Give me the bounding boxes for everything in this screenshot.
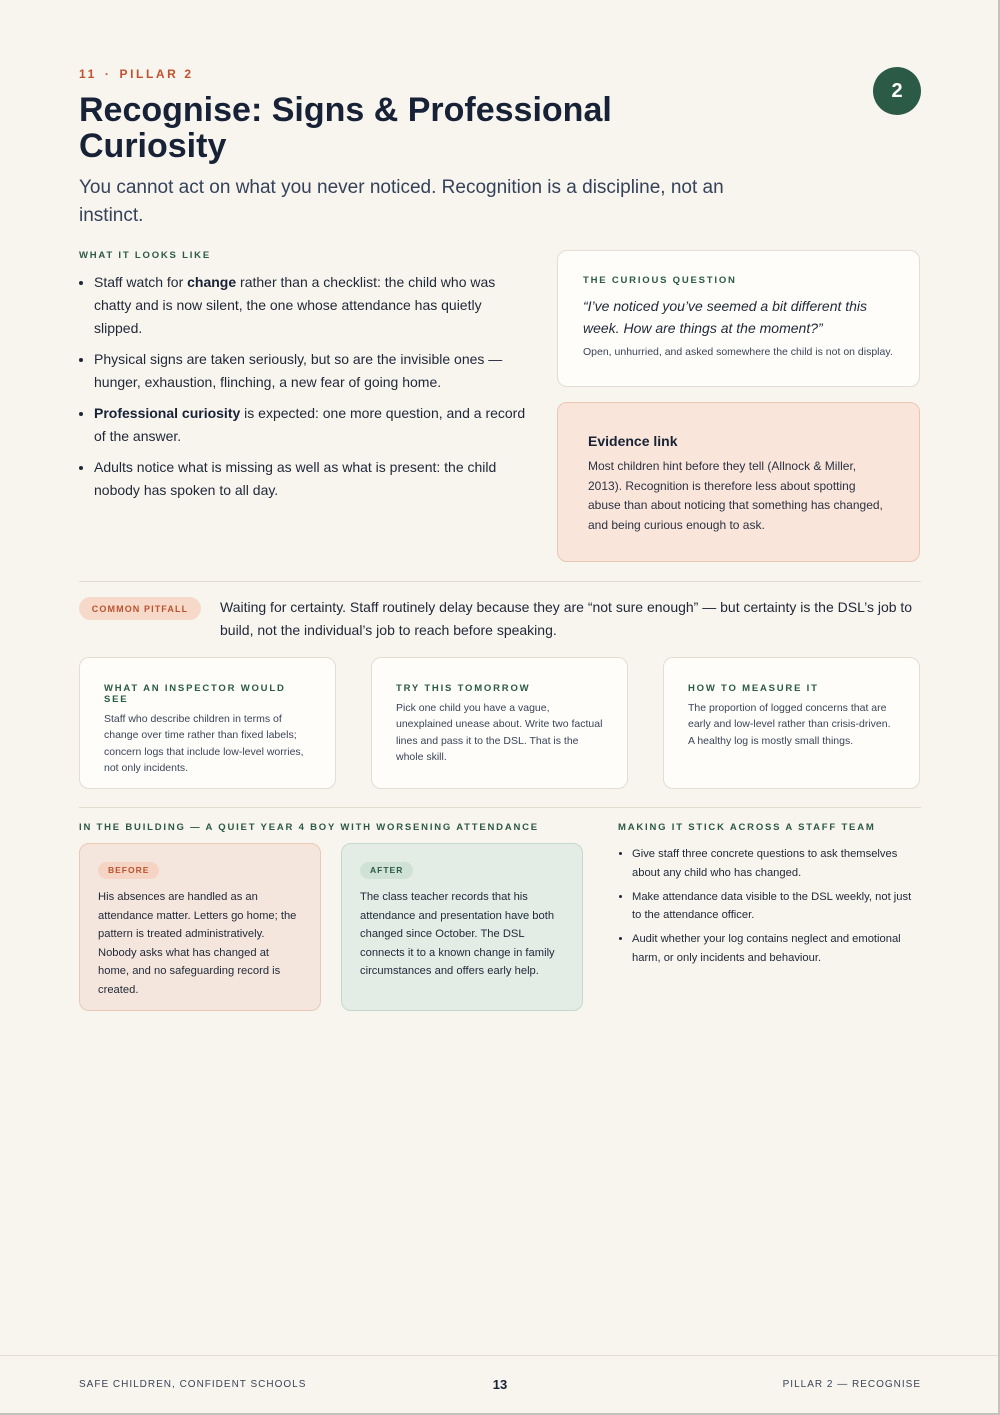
page-title: Recognise: Signs & Professional Curiosity — [79, 91, 612, 165]
divider — [79, 807, 921, 808]
page-eyebrow — [79, 67, 194, 81]
list-item: • Physical signs are taken seriously, but so are the invisible ones — hunger, exhaustion, flinching, a new fear of going home. — [94, 348, 529, 394]
card-body: Staff who describe children in terms of change over time rather than fixed labels; concern logs that include low-level worries, not only incidents. — [104, 713, 304, 774]
curious-note: Open, unhurried, and asked somewhere the child is not on display. — [583, 346, 893, 358]
footer-title: SAFE CHILDREN, CONFIDENT SCHOOLS — [79, 1379, 307, 1390]
making-it-stick-section — [618, 822, 921, 973]
list-item: • Give staff three concrete questions to ask themselves about any child who has changed. — [632, 845, 921, 883]
section-label: MAKING IT STICK ACROSS A STAFF TEAM — [618, 822, 876, 833]
inspector-card — [79, 657, 336, 789]
after-body: The class teacher records that his attendance and presentation have both changed since October. The DSL connects it to a known change in family circumstances and offers early help. — [360, 891, 555, 978]
card-label: THE CURIOUS QUESTION — [583, 275, 737, 286]
pitfall-text: Waiting for certainty. Staff routinely delay because they are “not sure enough” — but certainty is the DSL’s job to build, not the individual’s job to reach before speaking. — [220, 599, 913, 638]
lead-paragraph: You cannot act on what you never noticed. Recognition is a discipline, not an instinct. — [79, 177, 724, 226]
after-box — [341, 843, 583, 1011]
list-item: • Audit whether your log contains neglect and emotional harm, or only incidents and behaviour. — [632, 930, 921, 968]
card-label: WHAT AN INSPECTOR WOULD SEE — [104, 683, 286, 705]
list-item: • Adults notice what is missing as well as what is present: the child nobody has spoken to all day. — [94, 456, 529, 502]
stick-list — [618, 845, 921, 968]
card-body: The proportion of logged concerns that are early and low-level rather than crisis-driven. A healthy log is mostly small things. — [688, 702, 891, 747]
list-item: • Make attendance data visible to the DSL weekly, not just to the attendance officer. — [632, 888, 921, 926]
before-body: His absences are handled as an attendance matter. Letters go home; the pattern is treated administratively. Nobody asks what has changed at home, and no safeguarding record is created. — [98, 891, 297, 996]
looks-like-list — [79, 271, 529, 502]
eyebrow-separator: · — [104, 67, 112, 81]
footer-divider — [0, 1355, 1000, 1356]
card-label: TRY THIS TOMORROW — [396, 683, 531, 694]
before-tag: BEFORE — [98, 862, 159, 879]
pitfall-badge: COMMON PITFALL — [79, 597, 201, 620]
evidence-body: Most children hint before they tell (Allnock & Miller, 2013). Recognition is therefore less about spotting abuse than about noticing that something has changed, and being curious enough to ask. — [588, 459, 883, 532]
pillar-badge: 2 — [873, 67, 921, 115]
curious-question-card — [557, 250, 920, 387]
measure-card — [663, 657, 920, 789]
card-label: HOW TO MEASURE IT — [688, 683, 819, 694]
list-item: • Professional curiosity is expected: one more question, and a record of the answer. — [94, 402, 529, 448]
try-tomorrow-card — [371, 657, 628, 789]
list-item: • Staff watch for change rather than a checklist: the child who was chatty and is now silent, the one whose attendance has quietly slipped. — [94, 271, 529, 340]
footer-page-number: 13 — [492, 1377, 508, 1392]
section-label: WHAT IT LOOKS LIKE — [79, 250, 211, 261]
in-the-building-label: IN THE BUILDING — A QUIET YEAR 4 BOY WITH WORSENING ATTENDANCE — [79, 822, 539, 833]
evidence-link-card — [557, 402, 920, 562]
pillar-label: PILLAR 2 — [119, 67, 194, 81]
before-box — [79, 843, 321, 1011]
evidence-title: Evidence link — [588, 433, 678, 449]
section-number: 11 — [79, 67, 97, 81]
what-it-looks-like-section — [79, 250, 529, 510]
divider — [79, 581, 921, 582]
card-body: Pick one child you have a vague, unexplained unease about. Write two factual lines and pass it to the DSL. That is the whole skill. — [396, 702, 603, 763]
after-tag: AFTER — [360, 862, 413, 879]
footer-section: PILLAR 2 — RECOGNISE — [782, 1379, 921, 1390]
curious-quote: “I’ve noticed you’ve seemed a bit different this week. How are things at the moment?” — [583, 298, 868, 336]
